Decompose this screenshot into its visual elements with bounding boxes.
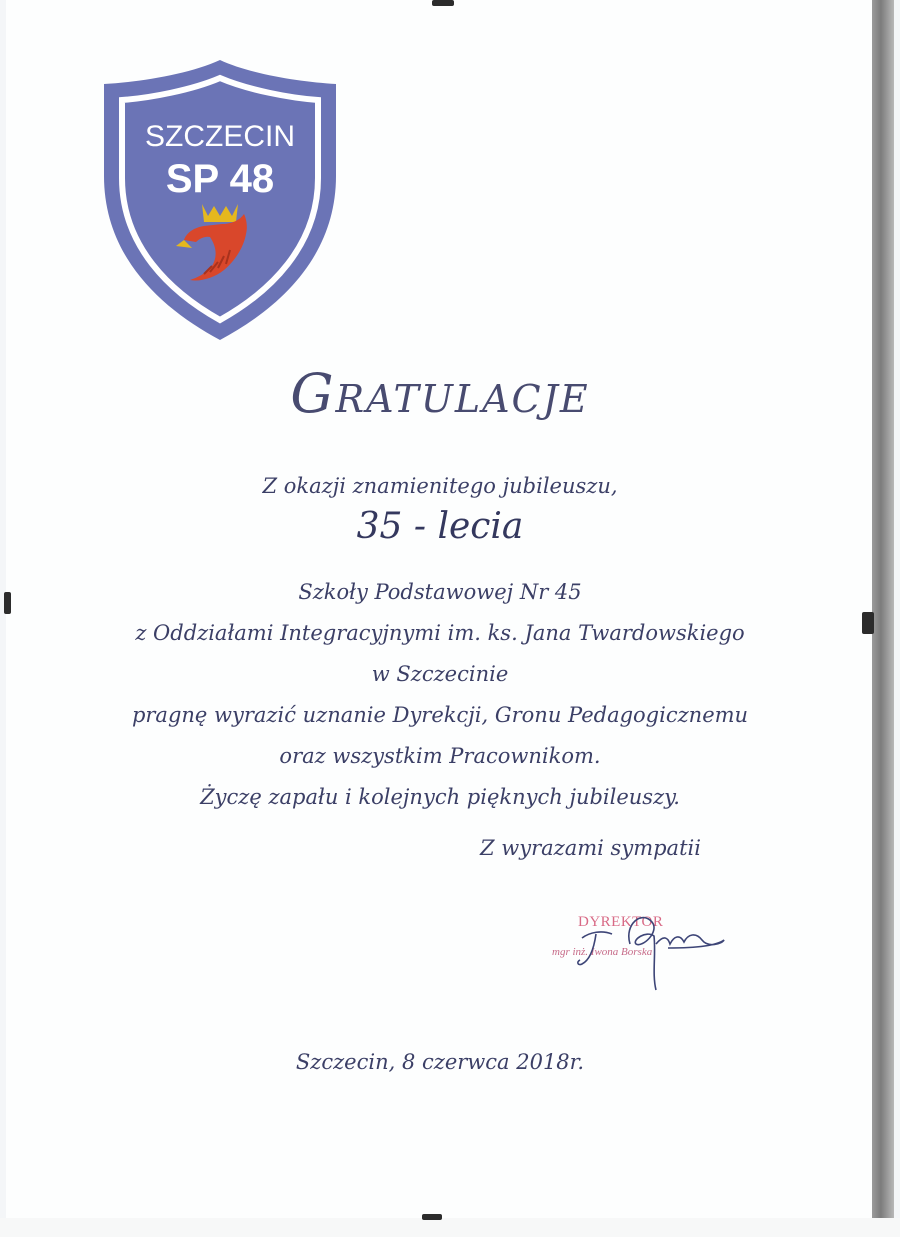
stamp-name: mgr inż. Iwona Borska bbox=[552, 946, 653, 958]
body-line: Życzę zapału i kolejnych pięknych jubileuszy. bbox=[200, 785, 680, 809]
body-line: z Oddziałami Integracyjnymi im. ks. Jana Twardowskiego bbox=[135, 621, 745, 645]
stamp-title: DYREKTOR bbox=[578, 914, 664, 930]
crest-city-text: SZCZECIN bbox=[145, 120, 295, 153]
body-line: oraz wszystkim Pracownikom. bbox=[279, 744, 601, 768]
body-text bbox=[0, 572, 880, 818]
closing-phrase: Z wyrazami sympatii bbox=[480, 836, 701, 860]
place-and-date: Szczecin, 8 czerwca 2018r. bbox=[295, 1050, 585, 1074]
certificate-title: Gratulacje bbox=[290, 362, 590, 425]
anniversary-heading: 35 - lecia bbox=[356, 506, 524, 547]
school-crest-logo bbox=[100, 56, 340, 344]
frame-bottom bbox=[0, 1218, 900, 1237]
crest-school-text: SP 48 bbox=[165, 157, 275, 201]
frame-clip bbox=[432, 0, 454, 6]
handwritten-signature bbox=[572, 904, 732, 994]
occasion-line: Z okazji znamienitego jubileuszu, bbox=[262, 474, 618, 498]
body-line: w Szczecinie bbox=[371, 662, 509, 686]
frame-clip bbox=[422, 1214, 442, 1220]
body-line: pragnę wyrazić uznanie Dyrekcji, Gronu Pedagogicznemu bbox=[131, 703, 749, 727]
body-line: Szkoły Podstawowej Nr 45 bbox=[298, 580, 582, 604]
